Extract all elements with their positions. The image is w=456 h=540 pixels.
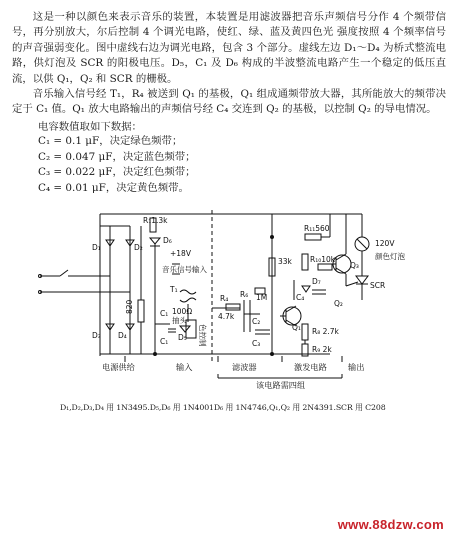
label-scr: SCR [370,281,386,290]
label-tap-ohms: 100Ω [172,307,193,316]
label-18v: +18V [170,249,191,258]
label-r1: R₁1.3k [143,216,168,225]
section-filter: 滤波器 [232,362,257,372]
circuit-schematic [30,204,430,392]
label-q1: Q₁ [292,323,301,332]
label-d1: D₁ [92,243,101,252]
label-c1: C₁ [160,309,169,318]
label-r3: 33k [278,257,292,266]
capacitor-item: C₁ = 0.1 μF，决定绿色频带； [38,135,183,147]
section-power: 电源供给 [102,362,135,372]
capacitor-item: C₂ = 0.047 μF，决定蓝色频带； [38,150,196,163]
label-d7: D₇ [312,277,321,286]
paragraph-signal: 音乐输入信号经 T₁，R₄ 被送到 Q₁ 的基极，Q₁ 组成通频带放大器，其所能放大的频带决定于 C₁ 值。Q₁ 放大电路输出的声频信号经 C₄ 交连到 Q₂ 的基极，以控制 Q₂ 的导电情况。 [12,88,446,116]
section-group-note: 该电路需四组 [256,380,306,390]
label-d6: D₆ [163,236,172,245]
label-1m: 1M [256,293,268,302]
label-r2: 820 [125,299,134,314]
label-r4-value: 4.7k [218,312,235,321]
label-r6: R₆ [240,290,249,299]
label-t1: T₁ [170,285,178,294]
label-r11: R₁₁560 [304,224,330,233]
label-r8: R₈ 2.7k [312,327,339,336]
label-120v: 120V [375,239,395,248]
label-r4: R₄ [220,294,229,303]
label-c2: C₂ [252,317,261,326]
capacitor-item: C₄ = 0.01 μF，决定黄色频带。 [38,181,189,194]
label-color-control: 色控制 [198,324,207,347]
label-r10: R₁₀10k [310,255,336,264]
label-lamp: 颜色灯泡 [375,252,405,261]
capacitor-list [38,134,196,196]
label-q2: Q₂ [334,299,343,308]
label-music-input: 音乐信号输入 [162,265,207,274]
label-d3: D₃ [92,331,101,340]
capacitor-heading: 电容数值取如下数据： [38,121,142,133]
watermark: www.88dzw.com [337,517,444,532]
label-d2: D₂ [134,243,143,252]
label-c1-bottom: C₁ [160,337,169,346]
section-output: 输出 [348,362,365,372]
label-d5: D₅ [178,333,187,342]
label-center-tap: 抽头 [172,316,187,325]
component-footnote: D₁,D₂,D₃,D₄ 用 1N3495.D₅,D₆ 用 1N4001D₆ 用 1N4746,Q₁,Q₂ 用 2N4391.SCR 用 C208 [60,403,386,412]
label-q3: Q₃ [350,261,359,270]
section-trigger: 激发电路 [294,362,327,372]
label-d4: D₄ [118,331,127,340]
capacitor-item: C₃ = 0.022 μF，决定红色频带； [38,166,196,179]
section-input: 输入 [176,362,193,372]
label-r9: R₉ 2k [312,345,332,354]
label-c3: C₃ [252,339,261,348]
paragraph-intro: 这是一种以颜色来表示音乐的装置，本装置是用滤波器把音乐声频信号分作 4 个频带信号，再分别放大，尔后控制 4 个调光电路，使红、绿、蓝及黄四色光 强度按照 4 个频率信号的声音强弱变化。图中虚线右边为调光电路，包含 3 个部分。虚线左边 D₁～D₄ 为桥式整流电路，供灯泡及 SCR 的阳极电压。D₅，C₁ 及 D₆ 构成的半波整流电路产生一个稳定的低压直流，以供 Q₁，Q₂ 和 SCR 的栅极。 [12,11,446,85]
label-c4: C₄ [296,293,305,302]
